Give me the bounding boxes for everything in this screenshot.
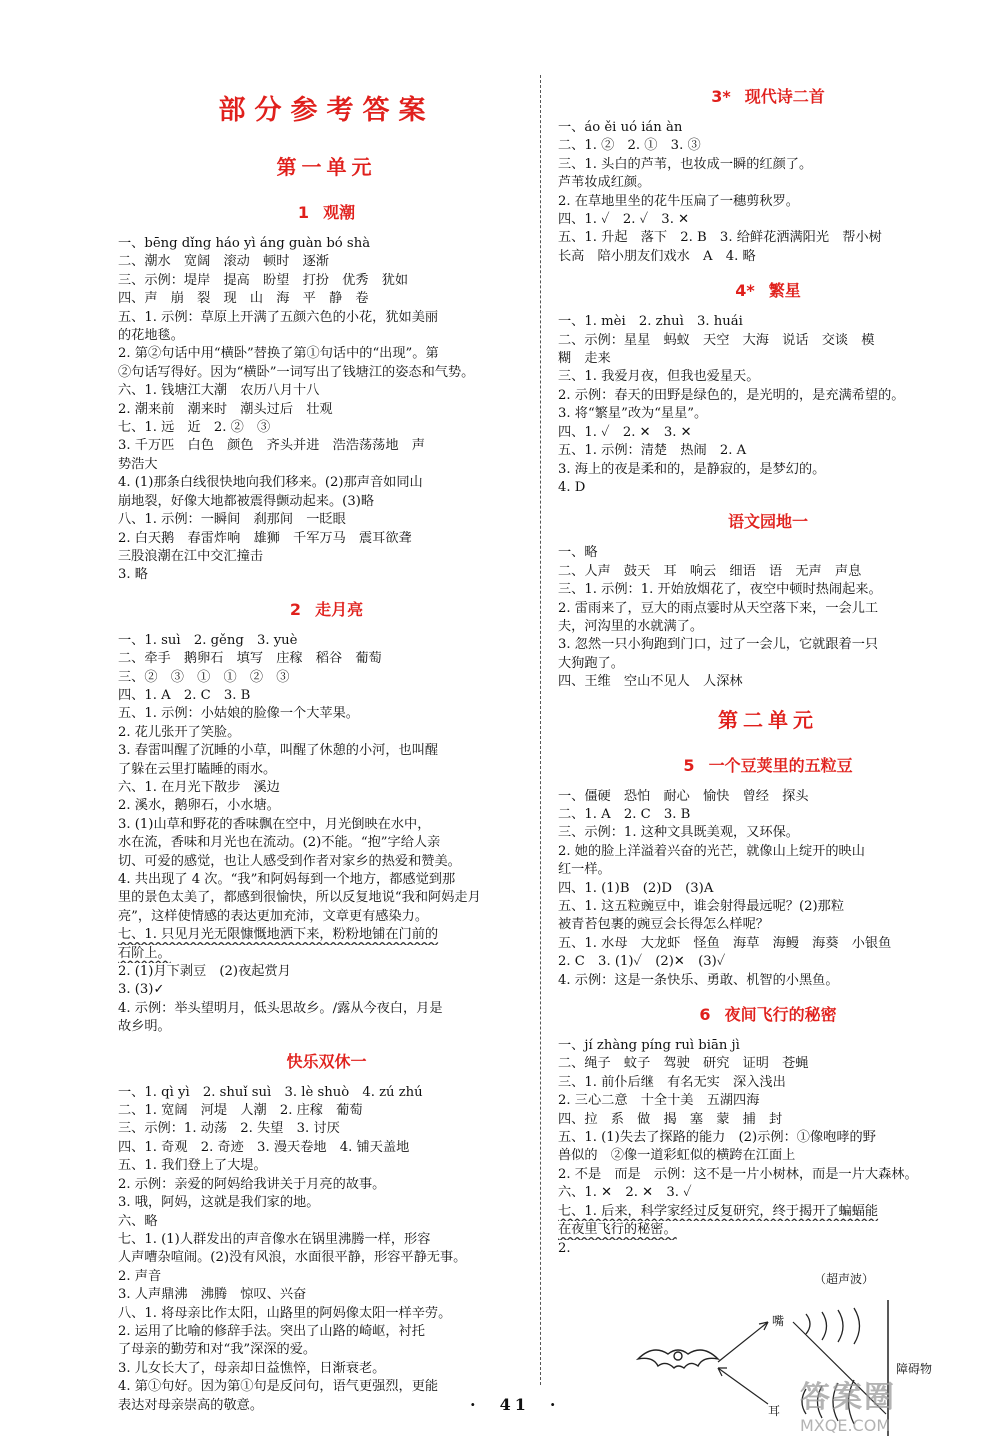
lesson-title: 现代诗二首 (744, 87, 825, 106)
answer-line: 五、1. 升起 落下 2. B 3. 给鲜花洒满阳光 帮小树 (558, 230, 882, 246)
echo-arrow (718, 1368, 768, 1404)
answer-line: 2. 雷雨来了，豆大的雨点霎时从天空落下来，一会儿工 (558, 600, 879, 616)
answer-line: 五、1. 示例：小姑娘的脸像一个大苹果。 (118, 706, 359, 722)
lesson-2-answers (118, 632, 535, 927)
page-number: · 41 · (470, 1395, 560, 1414)
answer-line: 表达对母亲崇高的敬意。 (118, 1397, 264, 1413)
answer-line: 二、1. 宽阔 河堤 人潮 2. 庄稼 葡萄 (118, 1103, 363, 1119)
answer-line: 三、示例：堤岸 提高 盼望 打扮 优秀 犹如 (118, 272, 409, 288)
answer-line: 2. 第②句话中用“横卧”替换了第①句话中的“出现”。第 (118, 346, 439, 362)
answer-line: 3. 儿女长大了，母亲却日益憔悴，日渐衰老。 (118, 1360, 386, 1376)
answer-line: 二、人声 鼓天 耳 响云 细语 语 无声 声息 (558, 563, 862, 579)
answer-line: 糊 走来 (558, 351, 611, 367)
answer-line: 六、1. 钱塘江大潮 农历八月十八 (118, 383, 320, 399)
answer-line: 四、1. 奇观 2. 奇迹 3. 漫天卷地 4. 铺天盖地 (118, 1139, 410, 1155)
lesson-2-underlined (118, 926, 535, 963)
right-column (558, 80, 978, 1444)
answer-line: 在夜里飞行的秘密。 (558, 1222, 677, 1238)
answer-line: 四、拉 系 做 揭 塞 蒙 捕 封 (558, 1111, 783, 1127)
bat-icon (638, 1350, 718, 1368)
answer-line: 七、1. (1)人群发出的声音像水在锅里沸腾一样，形容 (118, 1231, 431, 1247)
answer-line: 二、示例：星星 蚂蚁 天空 大海 说话 交谈 模 (558, 332, 875, 348)
lesson-title: 语文园地一 (727, 512, 808, 532)
answer-line: 2. 在草地里坐的花牛压扁了一穗剪秋罗。 (558, 193, 799, 209)
lesson-heading-1 (118, 200, 535, 223)
sound-wave-outgoing (806, 1308, 860, 1344)
answer-line: 七、1. 后来，科学家经过反复研究，终于揭开了蝙蝠能 (558, 1203, 879, 1219)
answer-line: 的花地毯。 (118, 328, 184, 344)
answer-line: 七、1. 远 近 2. ② ③ (118, 420, 271, 436)
answer-line: 三、1. 示例：1. 开始放烟花了，夜空中顿时热闹起来。 (558, 582, 882, 598)
answer-line: 3. 将“繁星”改为“星星”。 (558, 406, 708, 422)
answer-line: 4. 示例：举头望明月，低头思故乡。/露从今夜白，月是 (118, 1000, 443, 1016)
lesson-number: 5 (683, 755, 695, 775)
answer-line: 八、1. 将母亲比作太阳，山路里的阿妈像太阳一样辛劳。 (118, 1305, 452, 1321)
unit-heading-2: 第二单元 (718, 707, 818, 732)
answer-line: 2. 溪水，鹅卵石，小水塘。 (118, 798, 280, 814)
answer-line: 3. (3)✓ (118, 982, 165, 998)
answer-line: 长高 陪小朋友们戏水 A 4. 略 (558, 248, 756, 264)
ultrasound-diagram-svg (618, 1264, 978, 1444)
column-divider (540, 75, 541, 1385)
answer-line: 3. 春雷叫醒了沉睡的小草，叫醒了休憩的小河，也叫醒 (118, 743, 439, 759)
answer-line: 2. 白天鹅 春雷炸响 雄狮 千军万马 震耳欲聋 (118, 530, 412, 546)
answer-line: 四、声 崩 裂 现 山 海 平 静 卷 (118, 291, 369, 307)
mouth-label: 嘴 (772, 1313, 785, 1328)
answer-line: 三、1. 我爱月夜，但我也爱星天。 (558, 369, 760, 385)
answer-line: 三、示例：1. 这种文具既美观，又环保。 (558, 825, 799, 841)
lesson-heading-4 (558, 278, 978, 301)
answer-line: 4. 示例：这是一条快乐、勇敢、机智的小黑鱼。 (558, 972, 839, 988)
answer-line: 八、1. 示例：一瞬间 刹那间 一眨眼 (118, 512, 346, 528)
answer-line: 被青苔包裹的豌豆会长得怎么样呢？ (558, 917, 769, 933)
answer-line: 2. (1)月下剥豆 (2)夜起赏月 (118, 964, 291, 980)
lesson-heading-5 (558, 753, 978, 776)
answer-line: 四、1. (1)B (2)D (3)A (558, 880, 714, 896)
lesson-number: 2 (289, 599, 302, 619)
answer-line: 3. 人声鼎沸 沸腾 惊叹、兴奋 (118, 1287, 307, 1303)
lesson-heading-happy (118, 1049, 535, 1072)
answer-line: 3. 海上的夜是柔和的，是静寂的，是梦幻的。 (558, 461, 826, 477)
lesson-6-answers-tail (558, 1240, 978, 1258)
lesson-heading-2 (118, 597, 535, 620)
answer-line: 里的景色太美了，都感到很愉快，所以反复地说“我和阿妈走月 (118, 890, 481, 906)
answer-line: 大狗跑了。 (558, 655, 624, 671)
answer-line: 2. (558, 1240, 571, 1256)
lesson-title: 快乐双休一 (286, 1051, 367, 1071)
answer-line: 3. 略 (118, 567, 148, 583)
lesson-title: 夜间飞行的秘密 (724, 1005, 837, 1025)
answer-line: 五、1. 我们登上了大堤。 (118, 1158, 267, 1174)
ultrasound-diagram (618, 1264, 978, 1444)
answer-line: 兽似的 ②像一道彩虹似的横跨在江面上 (558, 1148, 796, 1164)
answer-line: 三股浪潮在江中交汇撞击 (118, 548, 264, 564)
answer-line: 2. 她的脸上洋溢着兴奋的光芒，就像山上绽开的映山 (558, 843, 865, 859)
lesson-title: 繁星 (768, 281, 801, 301)
lesson-3-answers (558, 119, 978, 266)
answer-line: 势浩大 (118, 456, 158, 472)
answer-line: 4. 共出现了 4 次。“我”和阿妈每到一个地方，都感觉到那 (118, 872, 456, 887)
answer-line: 了躲在云里打瞌睡的雨水。 (118, 761, 277, 777)
answer-line: 3. 千万匹 白色 颜色 齐头并进 浩浩荡荡地 声 (118, 438, 425, 454)
lesson-heading-6 (558, 1002, 978, 1025)
answer-line: 夫，河沟里的水就满了。 (558, 618, 704, 634)
answer-line: 3. 哦，阿妈，这就是我们家的地。 (118, 1195, 320, 1211)
lesson-heading-garden (558, 509, 978, 532)
answer-line: 2. 运用了比喻的修辞手法。突出了山路的崎岖，衬托 (118, 1323, 425, 1339)
answer-line: 七、1. 只见月光无限慷慨地洒下来，粉粉地铺在门前的 (118, 927, 439, 943)
answer-line: 五、1. 示例：草原上开满了五颜六色的小花，犹如美丽 (118, 309, 439, 325)
answer-line: 2. 不是 而是 示例：这不是一片小树林，而是一片大森林。 (558, 1166, 918, 1182)
left-column (118, 80, 535, 1415)
answer-line: 五、1. 示例：清楚 热闹 2. A (558, 443, 747, 459)
page-title: 部分参考答案 (218, 95, 435, 126)
lesson-number: 4* (735, 281, 755, 301)
answer-line: 水在流，香味和月光也在流动。(2)不能。“抱”字给人亲 (118, 835, 441, 851)
lesson-1-answers (118, 235, 535, 585)
lesson-2-answers-tail (118, 963, 535, 1037)
answer-line: 六、略 (118, 1213, 158, 1229)
answer-line: 一、1. qì yì 2. shuǐ suì 3. lè shuò 4. zú zhú (118, 1084, 423, 1100)
answer-line: 一、略 (558, 545, 598, 561)
answer-line: 人声嘈杂喧闹。(2)没有风浪，水面很平静，形容平静无事。 (118, 1250, 467, 1266)
answer-line: 二、1. ② 2. ① 3. ③ (558, 138, 701, 154)
watermark (800, 1372, 896, 1435)
answer-line: 4. 第①句好。因为第①句是反问句，语气更强烈，更能 (118, 1379, 439, 1395)
answer-line: 三、1. 头白的芦苇，也妆成一瞬的红颜了。 (558, 156, 813, 172)
answer-line: 五、1. 水母 大龙虾 怪鱼 海草 海鳗 海葵 小银鱼 (558, 935, 892, 951)
answer-line: 五、1. (1)失去了探路的能力 (2)示例：①像咆哮的野 (558, 1130, 876, 1146)
answer-line: 4. (1)那条白线很快地向我们移来。(2)那声音如同山 (118, 475, 423, 491)
answer-line: 四、1. ✓ 2. ✕ 3. ✕ (558, 424, 692, 440)
answer-line: 四、1. A 2. C 3. B (118, 687, 251, 703)
ear-label: 耳 (768, 1403, 781, 1418)
answer-line: 二、牵手 鹅卵石 填写 庄稼 稻谷 葡萄 (118, 651, 382, 667)
answer-line: 了母亲的勤劳和对“我”深深的爱。 (118, 1342, 317, 1358)
answer-line: 2. 示例：亲爱的阿妈给我讲关于月亮的故事。 (118, 1176, 386, 1192)
answer-line: 一、jí zhàng píng ruì biān jì (558, 1038, 740, 1054)
answer-line: 4. D (558, 479, 586, 495)
garden-answers (558, 544, 978, 691)
unit-heading-1: 第一单元 (276, 155, 377, 179)
answer-line: ②句话写得好。因为“横卧”一词写出了钱塘江的姿态和气势。 (118, 364, 475, 380)
answer-line: 六、1. ✕ 2. ✕ 3. ✓ (558, 1185, 692, 1201)
answer-line: 2. 花儿张开了笑脸。 (118, 724, 241, 740)
lesson-title: 观潮 (323, 203, 356, 222)
lesson-5-answers (558, 788, 978, 990)
answer-line: 六、1. 在月光下散步 溪边 (118, 779, 280, 795)
emit-arrow (718, 1322, 768, 1362)
lesson-title: 一个豆荚里的五粒豆 (708, 755, 853, 775)
answer-line: 亮”，这样使情感的表达更加充沛，文章更有感染力。 (118, 908, 429, 924)
answer-line: 一、1. mèi 2. zhuì 3. huái (558, 314, 743, 330)
lesson-title: 走月亮 (315, 599, 364, 619)
answer-line: 三、1. 前仆后继 有名无实 深入浅出 (558, 1074, 786, 1090)
answer-line: 切、可爱的感觉，也让人感受到作者对家乡的热爱和赞美。 (118, 853, 461, 869)
answer-line: 3. (1)山草和野花的香味飘在空中，月光倒映在水中， (118, 816, 431, 832)
happy-weekend-answers (118, 1084, 535, 1415)
answer-line: 三、② ③ ① ① ② ③ (118, 669, 290, 685)
lesson-heading-3 (558, 84, 978, 107)
answer-line: 二、潮水 宽阔 滚动 顿时 逐渐 (118, 254, 329, 270)
answer-line: 四、王维 空山不见人 人深林 (558, 674, 743, 690)
answer-line: 三、示例：1. 动荡 2. 失望 3. 讨厌 (118, 1121, 340, 1137)
answer-line: 故乡明。 (118, 1019, 171, 1035)
answer-line: 一、áo ěi uó ián àn (558, 120, 683, 135)
answer-line: 3. 忽然一只小狗跑到门口，过了一会儿，它就跟着一只 (558, 637, 879, 653)
lesson-6-answers (558, 1037, 978, 1203)
lesson-number: 3* (711, 87, 731, 106)
answer-line: 一、1. suì 2. gěng 3. yuè (118, 632, 298, 648)
lesson-number: 1 (297, 203, 310, 222)
answer-line: 2. C 3. (1)✓ (2)✕ (3)✓ (558, 954, 726, 970)
lesson-6-underlined (558, 1203, 978, 1240)
answer-line: 崩地裂，好像大地都被震得颤动起来。(3)略 (118, 493, 375, 509)
answer-line: 二、1. A 2. C 3. B (558, 806, 691, 822)
answer-line: 五、1. 这五粒豌豆中，谁会射得最远呢？(2)那粒 (558, 899, 845, 914)
obstacle-label: 障碍物 (896, 1361, 933, 1376)
watermark-logo-text: 答案圈 (800, 1380, 896, 1415)
answer-line: 一、僵硬 恐怕 耐心 愉快 曾经 探头 (558, 788, 809, 804)
lesson-4-answers (558, 313, 978, 497)
answer-line: 一、bēng dǐng háo yì áng guàn bó shà (118, 236, 371, 251)
ultrasound-label: （超声波） (814, 1271, 875, 1286)
answer-line: 石阶上。 (118, 945, 171, 961)
answer-line: 2. 潮来前 潮来时 潮头过后 壮观 (118, 401, 333, 417)
answer-line: 2. 三心二意 十全十美 五湖四海 (558, 1093, 760, 1109)
answer-line: 红一样。 (558, 862, 611, 878)
answer-line: 芦苇妆成红颜。 (558, 175, 651, 191)
answer-line: 四、1. ✓ 2. ✓ 3. ✕ (558, 212, 690, 228)
answer-line: 2. 示例：春天的田野是绿色的，是光明的，是充满希望的。 (558, 387, 905, 403)
lesson-number: 6 (699, 1005, 711, 1025)
answer-line: 2. 声音 (118, 1268, 162, 1284)
answer-line: 二、绳子 蚊子 驾驶 研究 证明 苍蝇 (558, 1056, 809, 1072)
watermark-url: MXQE.COM (800, 1416, 891, 1435)
